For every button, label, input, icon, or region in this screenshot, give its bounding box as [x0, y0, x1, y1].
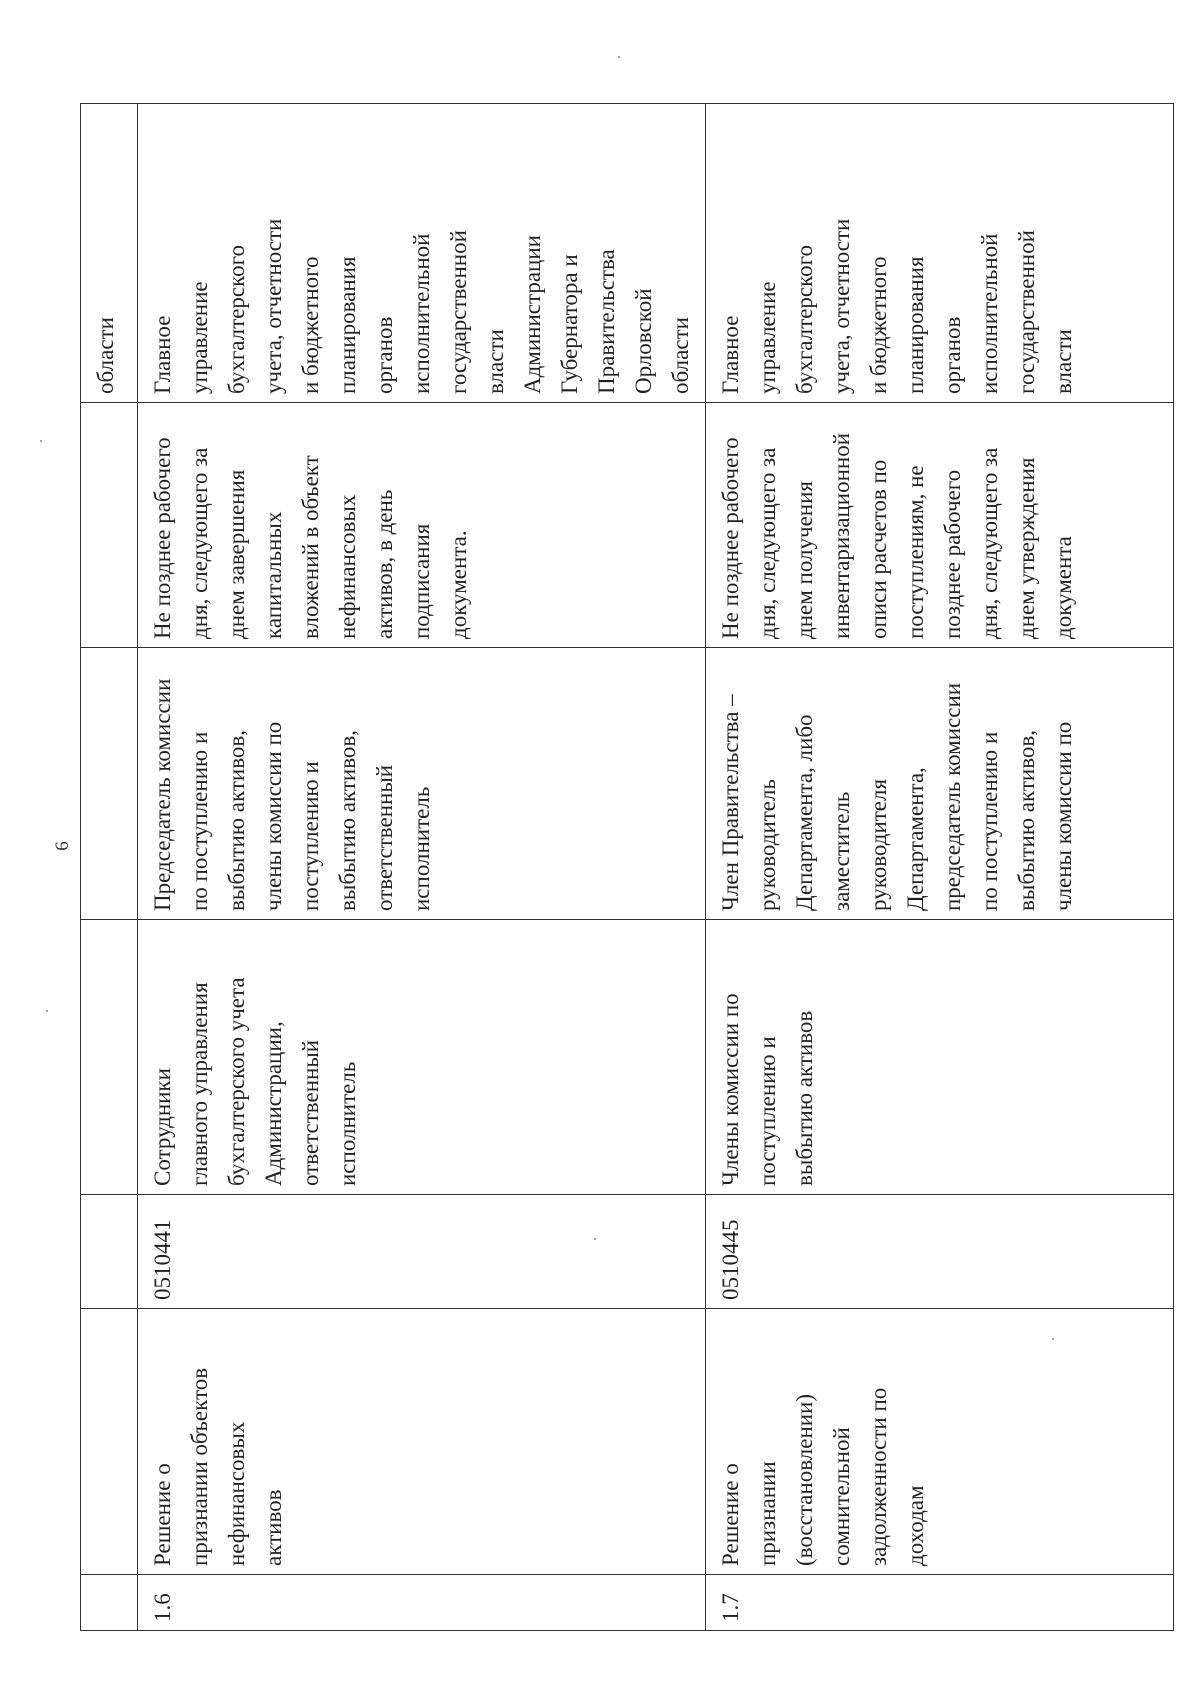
cell-recipient: области: [81, 104, 138, 403]
cell-composer: Члены комиссии по поступлению и выбытию активов: [706, 920, 1174, 1195]
cell-term: Не позднее рабочего дня, следующего за днем получения инвентаризационной описи расчетов по поступлениям, не позднее рабочего дня, следующего за днем утверждения документа: [706, 403, 1174, 648]
scan-speck: [40, 440, 42, 442]
cell-composer: Сотрудники главного управления бухгалтерского учета Администрации, ответственный исполнитель: [138, 920, 706, 1195]
rotated-table-frame: [80, 104, 1120, 1631]
table-container: [80, 104, 1120, 1631]
cell-recipient: Главное управление бухгалтерского учета, отчетности и бюджетного планирования органов исполнительной государственной власти Администрации Губернатора и Правительства Орловской области: [138, 104, 706, 403]
table-row: [138, 104, 706, 1631]
scan-speck: [618, 56, 620, 58]
table-row: [706, 104, 1174, 1631]
cell-document: Решение о признании объектов нефинансовых активов: [138, 1309, 706, 1575]
cell-document: [81, 1309, 138, 1575]
cell-num: 1.7: [706, 1575, 1174, 1631]
cell-signer: [81, 648, 138, 920]
cell-signer: Член Правительства – руководитель Департамента, либо заместитель руководителя Департамента, председатель комиссии по поступлению и выбытию активов, члены комиссии по: [706, 648, 1174, 920]
cell-code: 0510445: [706, 1195, 1174, 1309]
scan-speck: [594, 1238, 596, 1240]
cell-code: 0510441: [138, 1195, 706, 1309]
cell-signer: Председатель комиссии по поступлению и выбытию активов, члены комиссии по поступлению и выбытию активов, ответственный исполнитель: [138, 648, 706, 920]
cell-document: Решение о признании (восстановлении) сомнительной задолженности по доходам: [706, 1309, 1174, 1575]
table-row-continuation: [81, 104, 138, 1631]
cell-num: 1.6: [138, 1575, 706, 1631]
cell-recipient: Главное управление бухгалтерского учета, отчетности и бюджетного планирования органов исполнительной государственной власти: [706, 104, 1174, 403]
cell-term: Не позднее рабочего дня, следующего за днем завершения капитальных вложений в объект нефинансовых активов, в день подписания документа.: [138, 403, 706, 648]
cell-num: [81, 1575, 138, 1631]
cell-code: [81, 1195, 138, 1309]
page-number: 6: [52, 841, 73, 851]
scan-speck: [46, 1010, 48, 1012]
cell-term: [81, 403, 138, 648]
document-table: [80, 103, 1174, 1631]
scan-speck: [1052, 1338, 1054, 1340]
cell-composer: [81, 920, 138, 1195]
